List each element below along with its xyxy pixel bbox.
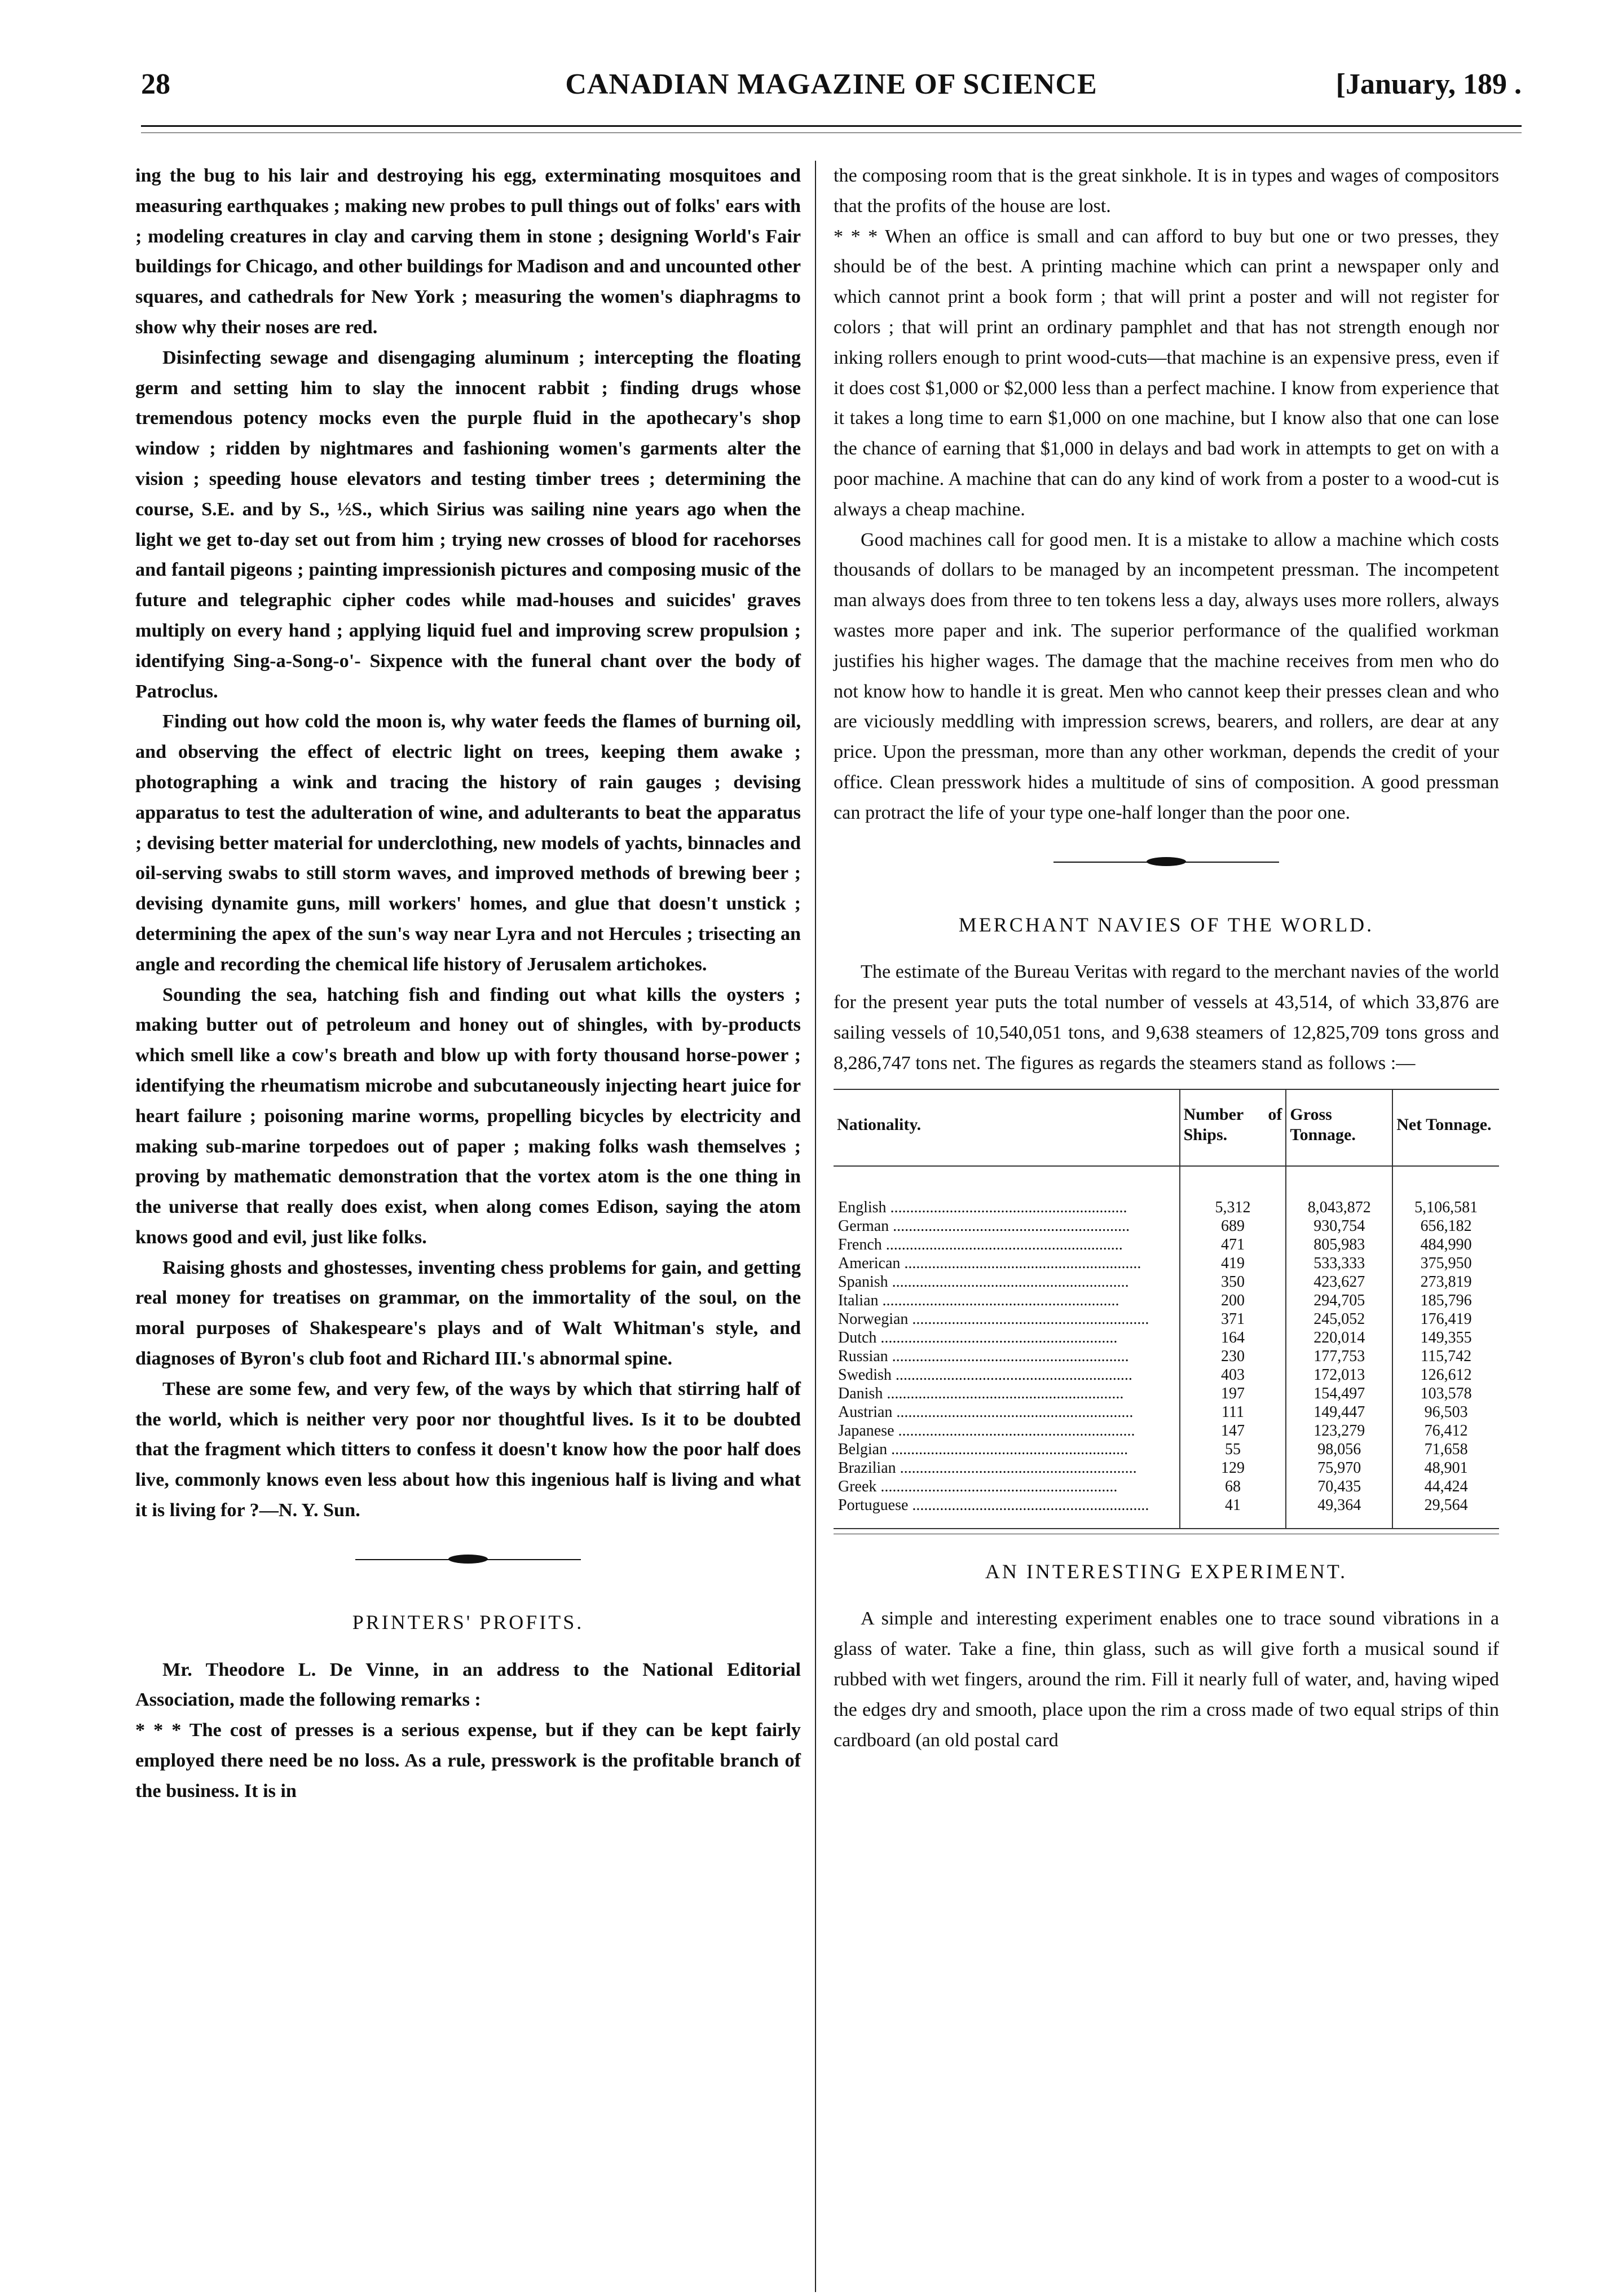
section-divider-ornament xyxy=(355,1551,581,1568)
gross-tonnage-cell: 533,333 xyxy=(1286,1254,1392,1273)
ships-cell: 41 xyxy=(1180,1496,1286,1528)
page-number: 28 xyxy=(141,68,170,100)
ships-cell: 111 xyxy=(1180,1403,1286,1421)
paragraph: Good machines call for good men. It is a mistake to allow a machine which costs thousands of dollars to be managed by an incompetent pressman. The incompetent man always does from three to ten tokens less a day, always uses more rollers, always wastes more paper and ink. The superior performance of the qualified workman justifies his higher wages. The damage that the machine receives from men who do not know how to handle it is great. Men who cannot keep their presses clean and who are viciously meddling with impression screws, bearers, and rollers, are dear at any price. Upon the pressman, more than any other workman, depends the credit of your office. Clean presswork hides a multitude of sins of composition. A good pressman can protract the life of your type one-half longer than the poor one. xyxy=(834,529,1499,823)
gross-tonnage-cell: 154,497 xyxy=(1286,1384,1392,1403)
paragraph: Sounding the sea, hatching fish and finding out what kills the oysters ; making butter out of petroleum and honey out of shingles, with by-products which smell like a cow's breath and blow up with forty thousand horse-power ; identifying the rheumatism microbe and subcutaneously injecting heart juice for heart failure ; poisoning marine worms, propelling bicycles by electricity and making sub-marine torpedoes out of paper ; making folks wash themselves ; proving by mathematic demonstration that the vortex atom is the one thing in the universe that really does exist, when along comes Edison, saying the atom knows good and evil, just like folks. xyxy=(135,984,801,1248)
ships-cell: 164 xyxy=(1180,1328,1286,1347)
paragraph: Raising ghosts and ghostesses, inventing chess problems for gain, and getting real money for treatises on grammar, on the immortality of the soul, on the moral purposes of Shakespeare's plays and of Walt Whitman's style, and diagnoses of Byron's club foot and Richard III.'s abnormal spine. xyxy=(135,1257,801,1370)
net-tonnage-cell: 185,796 xyxy=(1392,1291,1499,1310)
table-row xyxy=(834,1273,1499,1291)
gross-tonnage-cell: 123,279 xyxy=(1286,1421,1392,1440)
nationality-cell: Danish ............................................................ xyxy=(838,1384,1124,1402)
gross-tonnage-cell: 70,435 xyxy=(1286,1477,1392,1496)
issue-date: [January, 189 . xyxy=(1335,68,1522,100)
table-body xyxy=(834,1166,1499,1528)
net-tonnage-cell: 103,578 xyxy=(1392,1384,1499,1403)
right-column xyxy=(834,161,1499,1755)
nationality-cell: Spanish ............................................................ xyxy=(838,1273,1129,1291)
paragraph: Disinfecting sewage and disengaging aluminum ; intercepting the floating germ and setting him to slay the innocent rabbit ; finding drugs whose tremendous potency mocks even the purple fluid in the apothecary's shop window ; ridden by nightmares and fashioning women's garments alter the vision ; speeding house elevators and testing timber trees ; determining the course, S.E. and by S., ½S., which Sirius was sailing nine years ago when the light we get to-day set out from him ; trying new crosses of blood for racehorses and fantail pigeons ; painting impressionish pictures and composing music of the future and telegraphic cipher codes while mad-houses and suicides' graves multiply on every hand ; applying liquid fuel and improving screw propulsion ; identifying Sing-a-Song-o'- Sixpence with the funeral chant over the body of Patroclus. xyxy=(135,347,801,702)
nationality-cell: Belgian ............................................................ xyxy=(838,1440,1128,1458)
nationality-cell: American ............................................................ xyxy=(838,1254,1141,1272)
gross-tonnage-cell: 930,754 xyxy=(1286,1217,1392,1235)
table-row xyxy=(834,1403,1499,1421)
table-row xyxy=(834,1477,1499,1496)
nationality-cell: French ............................................................ xyxy=(838,1235,1123,1253)
nationality-cell: Japanese ............................................................ xyxy=(838,1421,1135,1440)
table-row xyxy=(834,1166,1499,1217)
ships-cell: 471 xyxy=(1180,1235,1286,1254)
section-title-printers-profits: PRINTERS' PROFITS. xyxy=(352,1610,584,1633)
nationality-cell: Dutch ............................................................ xyxy=(838,1328,1118,1346)
gross-tonnage-cell: 423,627 xyxy=(1286,1273,1392,1291)
nationality-cell: Portuguese ............................................................ xyxy=(838,1496,1149,1514)
paragraph: These are some few, and very few, of the ways by which that stirring half of the world, which is neither very poor nor thoughtful lives. Is it to be doubted that the fragment which titters to confess it doesn't know how the poor half does live, commonly knows even less about how this ingenious half is living and what it is living for ?—N. Y. Sun. xyxy=(135,1378,801,1521)
table-row xyxy=(834,1421,1499,1440)
gross-tonnage-cell: 149,447 xyxy=(1286,1403,1392,1421)
ships-cell: 147 xyxy=(1180,1421,1286,1440)
ships-cell: 371 xyxy=(1180,1310,1286,1328)
net-tonnage-cell: 29,564 xyxy=(1392,1496,1499,1528)
table-header-row xyxy=(834,1090,1499,1166)
section-title-merchant-navies: MERCHANT NAVIES OF THE WORLD. xyxy=(958,913,1374,936)
section-title-interesting-experiment: AN INTERESTING EXPERIMENT. xyxy=(985,1560,1348,1583)
net-tonnage-cell: 96,503 xyxy=(1392,1403,1499,1421)
table-row xyxy=(834,1217,1499,1235)
nationality-cell: Russian ............................................................ xyxy=(838,1347,1129,1365)
nationality-cell: Brazilian ............................................................ xyxy=(838,1459,1137,1477)
net-tonnage-cell: 484,990 xyxy=(1392,1235,1499,1254)
gross-tonnage-cell: 172,013 xyxy=(1286,1366,1392,1384)
gross-tonnage-cell: 220,014 xyxy=(1286,1328,1392,1347)
table-row xyxy=(834,1366,1499,1384)
table-row xyxy=(834,1347,1499,1366)
net-tonnage-cell: 273,819 xyxy=(1392,1273,1499,1291)
ships-cell: 689 xyxy=(1180,1217,1286,1235)
net-tonnage-cell: 176,419 xyxy=(1392,1310,1499,1328)
table-row xyxy=(834,1291,1499,1310)
magazine-title: CANADIAN MAGAZINE OF SCIENCE xyxy=(565,68,1097,100)
nationality-cell: German ............................................................ xyxy=(838,1217,1130,1235)
net-tonnage-cell: 5,106,581 xyxy=(1392,1166,1499,1217)
net-tonnage-cell: 126,612 xyxy=(1392,1366,1499,1384)
gross-tonnage-cell: 245,052 xyxy=(1286,1310,1392,1328)
gross-tonnage-cell: 75,970 xyxy=(1286,1459,1392,1477)
gross-tonnage-cell: 294,705 xyxy=(1286,1291,1392,1310)
column-header-ships: Number of Ships. xyxy=(1180,1090,1286,1166)
gross-tonnage-cell: 98,056 xyxy=(1286,1440,1392,1459)
ships-cell: 5,312 xyxy=(1180,1166,1286,1217)
gross-tonnage-cell: 8,043,872 xyxy=(1286,1166,1392,1217)
net-tonnage-cell: 115,742 xyxy=(1392,1347,1499,1366)
nationality-cell: Austrian ............................................................ xyxy=(838,1403,1134,1421)
paragraph: * * * When an office is small and can afford to buy but one or two presses, they should be of the best. A printing machine which can print a newspaper only and which cannot print a book form ; that will print a poster and will not register for colors ; that will print an ordinary pamphlet and that has not strength enough nor inking rollers enough to print wood-cuts—that machine is an expensive press, even if it does cost $1,000 or $2,000 less than a perfect machine. I know from experience that it takes a long time to earn $1,000 on one machine, but I know also that one can lose the chance of earning that $1,000 in delays and bad work in attempts to get on with a poor machine. A machine that can do any kind of work from a poster to a wood-cut is always a cheap machine. xyxy=(834,226,1499,520)
table-bottom-rule xyxy=(834,1528,1499,1529)
ships-cell: 230 xyxy=(1180,1347,1286,1366)
header-rule xyxy=(141,125,1522,127)
paragraph: ing the bug to his lair and destroying his egg, exterminating mosquitoes and measuring earthquakes ; making new probes to pull things out of folks' ears with ; modeling creatures in clay and carving them in stone ; designing World's Fair buildings for Chicago, and other buildings for Madison and and uncounted other squares, and cathedrals for New York ; measuring the women's diaphragms to show why their noses are red. xyxy=(135,165,801,338)
ships-cell: 197 xyxy=(1180,1384,1286,1403)
net-tonnage-cell: 44,424 xyxy=(1392,1477,1499,1496)
paragraph: A simple and interesting experiment enables one to trace sound vibrations in a glass of water. Take a fine, thin glass, such as will give forth a musical sound if rubbed with wet fingers, around the rim. Fill it nearly full of water, and, having wiped the edges dry and smooth, place upon the rim a cross made of two equal strips of thin cardboard (an old postal card xyxy=(834,1608,1499,1751)
net-tonnage-cell: 71,658 xyxy=(1392,1440,1499,1459)
table-row xyxy=(834,1310,1499,1328)
gross-tonnage-cell: 49,364 xyxy=(1286,1496,1392,1528)
net-tonnage-cell: 375,950 xyxy=(1392,1254,1499,1273)
ships-cell: 55 xyxy=(1180,1440,1286,1459)
table-row xyxy=(834,1440,1499,1459)
net-tonnage-cell: 149,355 xyxy=(1392,1328,1499,1347)
nationality-cell: English ............................................................ xyxy=(838,1198,1127,1216)
paragraph: The estimate of the Bureau Veritas with regard to the merchant navies of the world for the present year puts the total number of vessels at 43,514, of which 33,876 are sailing vessels of 10,540,051 tons, and 9,638 steamers of 12,825,709 tons gross and 8,286,747 tons net. The figures as regards the steamers stand as follows :— xyxy=(834,961,1499,1074)
page-header xyxy=(141,68,1522,101)
net-tonnage-cell: 48,901 xyxy=(1392,1459,1499,1477)
nationality-cell: Greek ............................................................ xyxy=(838,1477,1118,1495)
column-divider xyxy=(815,161,816,2292)
table-row xyxy=(834,1328,1499,1347)
gross-tonnage-cell: 177,753 xyxy=(1286,1347,1392,1366)
ships-cell: 200 xyxy=(1180,1291,1286,1310)
nationality-cell: Swedish ............................................................ xyxy=(838,1366,1132,1384)
net-tonnage-cell: 656,182 xyxy=(1392,1217,1499,1235)
column-header-net: Net Tonnage. xyxy=(1392,1090,1499,1166)
paragraph: Mr. Theodore L. De Vinne, in an address to the National Editorial Association, made the following remarks : xyxy=(135,1659,801,1711)
paragraph: * * * The cost of presses is a serious expense, but if they can be kept fairly employed there need be no loss. As a rule, presswork is the profitable branch of the business. It is in xyxy=(135,1720,801,1802)
ships-cell: 350 xyxy=(1180,1273,1286,1291)
table-row xyxy=(834,1254,1499,1273)
ships-cell: 403 xyxy=(1180,1366,1286,1384)
section-divider-ornament xyxy=(1053,854,1279,871)
ships-cell: 419 xyxy=(1180,1254,1286,1273)
ships-cell: 68 xyxy=(1180,1477,1286,1496)
gross-tonnage-cell: 805,983 xyxy=(1286,1235,1392,1254)
table-row xyxy=(834,1459,1499,1477)
table-row xyxy=(834,1496,1499,1528)
steamers-table xyxy=(834,1090,1499,1528)
left-column xyxy=(135,161,801,1807)
column-header-nationality: Nationality. xyxy=(834,1090,1180,1166)
net-tonnage-cell: 76,412 xyxy=(1392,1421,1499,1440)
paragraph: the composing room that is the great sinkhole. It is in types and wages of compositors that the profits of the house are lost. xyxy=(834,165,1499,217)
column-header-gross: Gross Tonnage. xyxy=(1286,1090,1392,1166)
nationality-cell: Norwegian ............................................................ xyxy=(838,1310,1149,1328)
ships-cell: 129 xyxy=(1180,1459,1286,1477)
table-row xyxy=(834,1384,1499,1403)
table-row xyxy=(834,1235,1499,1254)
paragraph: Finding out how cold the moon is, why water feeds the flames of burning oil, and observing the effect of electric light on trees, keeping them awake ; photographing a wink and tracing the history of rain gauges ; devising apparatus to test the adulteration of wine, and adulterants to beat the apparatus ; devising better material for underclothing, new models of yachts, binnacles and oil-serving swabs to still storm waves, and improved methods of brewing beer ; devising dynamite guns, mill workers' homes, and glue that doesn't unstick ; determining the apex of the sun's way near Lyra and not Hercules ; trisecting an angle and recording the chemical life history of Jerusalem artichokes. xyxy=(135,711,801,975)
nationality-cell: Italian ............................................................ xyxy=(838,1291,1119,1309)
